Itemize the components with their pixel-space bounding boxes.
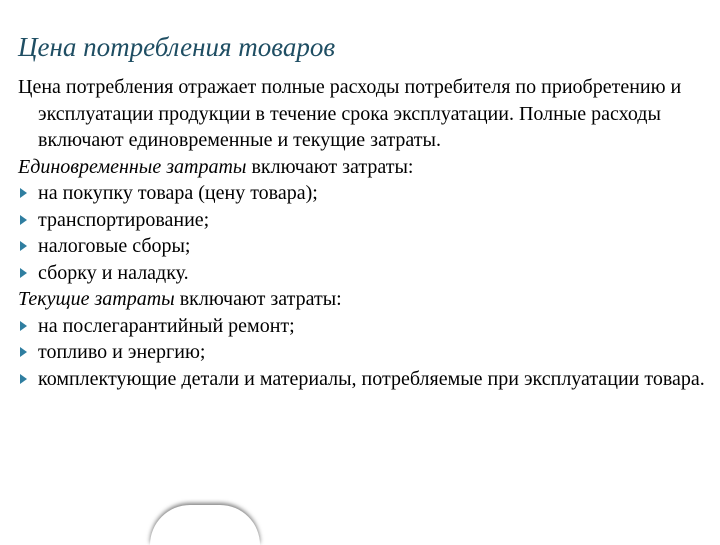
one-time-costs-term: Единовременные затраты [18,155,247,178]
list-item [18,260,708,287]
list-item-text: налоговые сборы; [38,235,191,257]
one-time-costs-heading [18,154,708,181]
current-costs-term: Текущие затраты [18,288,175,310]
triangle-right-icon [20,374,27,384]
list-item-text: топливо и энергию; [38,341,206,363]
current-costs-heading [18,286,708,313]
triangle-right-icon [20,321,27,331]
list-item-text: комплектующие детали и материалы, потребляемые при эксплуатации товара. [38,367,705,390]
list-item [18,180,708,207]
slide-title: Цена потребления товаров [18,32,336,62]
triangle-right-icon [20,347,27,357]
list-item [18,313,708,340]
list-item [18,233,708,260]
list-item [18,339,708,366]
current-costs-rest: включают затраты: [174,288,342,310]
intro-paragraph: Цена потребления отражает полные расходы потребителя по приобретению и эксплуатации продукции в течение срока эксплуатации. Полные расходы включают единовременные и текущие затраты. [18,76,682,151]
triangle-right-icon [20,215,27,225]
list-item [18,366,708,393]
list-item-text: сборку и наладку. [38,261,189,284]
triangle-right-icon [20,188,27,198]
triangle-right-icon [20,268,27,278]
decorative-shape [150,505,260,545]
list-item-text: на послегарантийный ремонт; [38,314,295,337]
slide-body [18,74,708,392]
triangle-right-icon [20,241,27,251]
list-item-text: на покупку товара (цену товара); [38,182,318,204]
one-time-costs-rest: включают затраты: [246,155,414,178]
list-item [18,207,708,234]
list-item-text: транспортирование; [38,208,210,231]
